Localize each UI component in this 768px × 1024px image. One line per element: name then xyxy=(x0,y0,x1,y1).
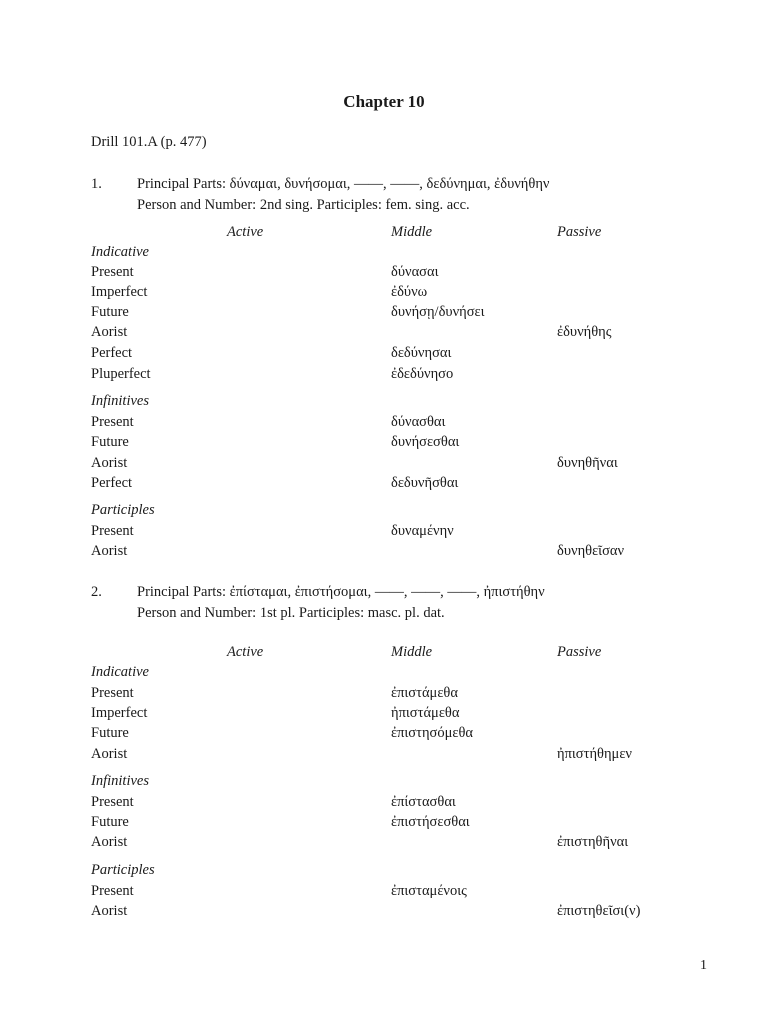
principal-parts: Principal Parts: ἐπίσταμαι, ἐπιστήσομαι, ——, ——, ——, ἠπιστήθην xyxy=(137,584,545,600)
table-row xyxy=(0,366,768,386)
table-row xyxy=(0,324,768,344)
middle-form: ἐπισταμένοις xyxy=(391,883,467,899)
passive-form: δυνηθῆναι xyxy=(557,455,618,471)
section-heading: Participles xyxy=(91,502,155,518)
table-row xyxy=(0,284,768,304)
middle-form: δύνασαι xyxy=(391,264,439,280)
row-label: Aorist xyxy=(91,746,128,762)
table-row xyxy=(0,794,768,814)
row-label: Present xyxy=(91,685,134,701)
middle-form: ἐδεδύνησο xyxy=(391,366,454,382)
row-label: Present xyxy=(91,794,134,810)
table-row xyxy=(0,834,768,854)
middle-form: ἠπιστάμεθα xyxy=(391,705,460,721)
middle-form: δυναμένην xyxy=(391,523,454,539)
row-label: Future xyxy=(91,434,129,450)
section-heading: Participles xyxy=(91,862,155,878)
row-label: Aorist xyxy=(91,543,128,559)
middle-form: ἐπίστασθαι xyxy=(391,794,456,810)
middle-form: δυνήσεσθαι xyxy=(391,434,460,450)
table-row xyxy=(0,903,768,923)
table-row xyxy=(0,705,768,725)
table-row xyxy=(0,455,768,475)
middle-form: δεδυνῆσθαι xyxy=(391,475,459,491)
row-label: Perfect xyxy=(91,345,133,361)
passive-header: Passive xyxy=(557,224,602,240)
passive-form: ἐδυνήθης xyxy=(557,324,612,340)
row-label: Aorist xyxy=(91,834,128,850)
table-row xyxy=(0,685,768,705)
table-row xyxy=(0,523,768,543)
column-headers xyxy=(0,644,768,664)
middle-form: ἐπιστησόμεθα xyxy=(391,725,474,741)
item-number: 2. xyxy=(91,584,102,600)
row-label: Aorist xyxy=(91,903,128,919)
row-label: Future xyxy=(91,814,129,830)
column-headers xyxy=(0,224,768,244)
table-row xyxy=(0,883,768,903)
row-label: Present xyxy=(91,883,134,899)
middle-form: ἐδύνω xyxy=(391,284,428,300)
table-row xyxy=(0,814,768,834)
page-title: Chapter 10 xyxy=(343,92,425,111)
row-label: Future xyxy=(91,304,129,320)
table-row xyxy=(0,345,768,365)
table-row xyxy=(0,414,768,434)
page-number: 1 xyxy=(700,958,707,973)
section-heading: Infinitives xyxy=(91,773,149,789)
table-row xyxy=(0,434,768,454)
row-label: Present xyxy=(91,414,134,430)
item-number: 1. xyxy=(91,176,102,192)
row-label: Imperfect xyxy=(91,705,148,721)
passive-form: ἐπιστηθῆναι xyxy=(557,834,629,850)
middle-header: Middle xyxy=(391,224,433,240)
middle-form: ἐπιστάμεθα xyxy=(391,685,458,701)
row-label: Imperfect xyxy=(91,284,148,300)
active-header: Active xyxy=(227,224,264,240)
table-row xyxy=(0,725,768,745)
passive-header: Passive xyxy=(557,644,602,660)
row-label: Aorist xyxy=(91,455,128,471)
row-label: Present xyxy=(91,264,134,280)
row-label: Pluperfect xyxy=(91,366,151,382)
row-label: Perfect xyxy=(91,475,133,491)
table-row xyxy=(0,264,768,284)
person-number: Person and Number: 1st pl. Participles: masc. pl. dat. xyxy=(137,605,445,621)
table-row xyxy=(0,746,768,766)
section-heading: Indicative xyxy=(91,664,149,680)
passive-form: ἠπιστήθημεν xyxy=(557,746,632,762)
middle-header: Middle xyxy=(391,644,433,660)
table-row xyxy=(0,304,768,324)
table-row xyxy=(0,543,768,563)
section-heading: Indicative xyxy=(91,244,149,260)
section-heading: Infinitives xyxy=(91,393,149,409)
active-header: Active xyxy=(227,644,264,660)
person-number: Person and Number: 2nd sing. Participles: fem. sing. acc. xyxy=(137,197,470,213)
row-label: Present xyxy=(91,523,134,539)
passive-form: ἐπιστηθεῖσι(ν) xyxy=(557,903,641,919)
table-row xyxy=(0,475,768,495)
row-label: Aorist xyxy=(91,324,128,340)
passive-form: δυνηθεῖσαν xyxy=(557,543,625,559)
row-label: Future xyxy=(91,725,129,741)
middle-form: ἐπιστήσεσθαι xyxy=(391,814,470,830)
principal-parts: Principal Parts: δύναμαι, δυνήσομαι, ——, ——, δεδύνημαι, ἐδυνήθην xyxy=(137,176,550,192)
middle-form: δεδύνησαι xyxy=(391,345,452,361)
drill-heading: Drill 101.A (p. 477) xyxy=(91,134,207,150)
middle-form: δύνασθαι xyxy=(391,414,446,430)
middle-form: δυνήσῃ/δυνήσει xyxy=(391,304,485,320)
